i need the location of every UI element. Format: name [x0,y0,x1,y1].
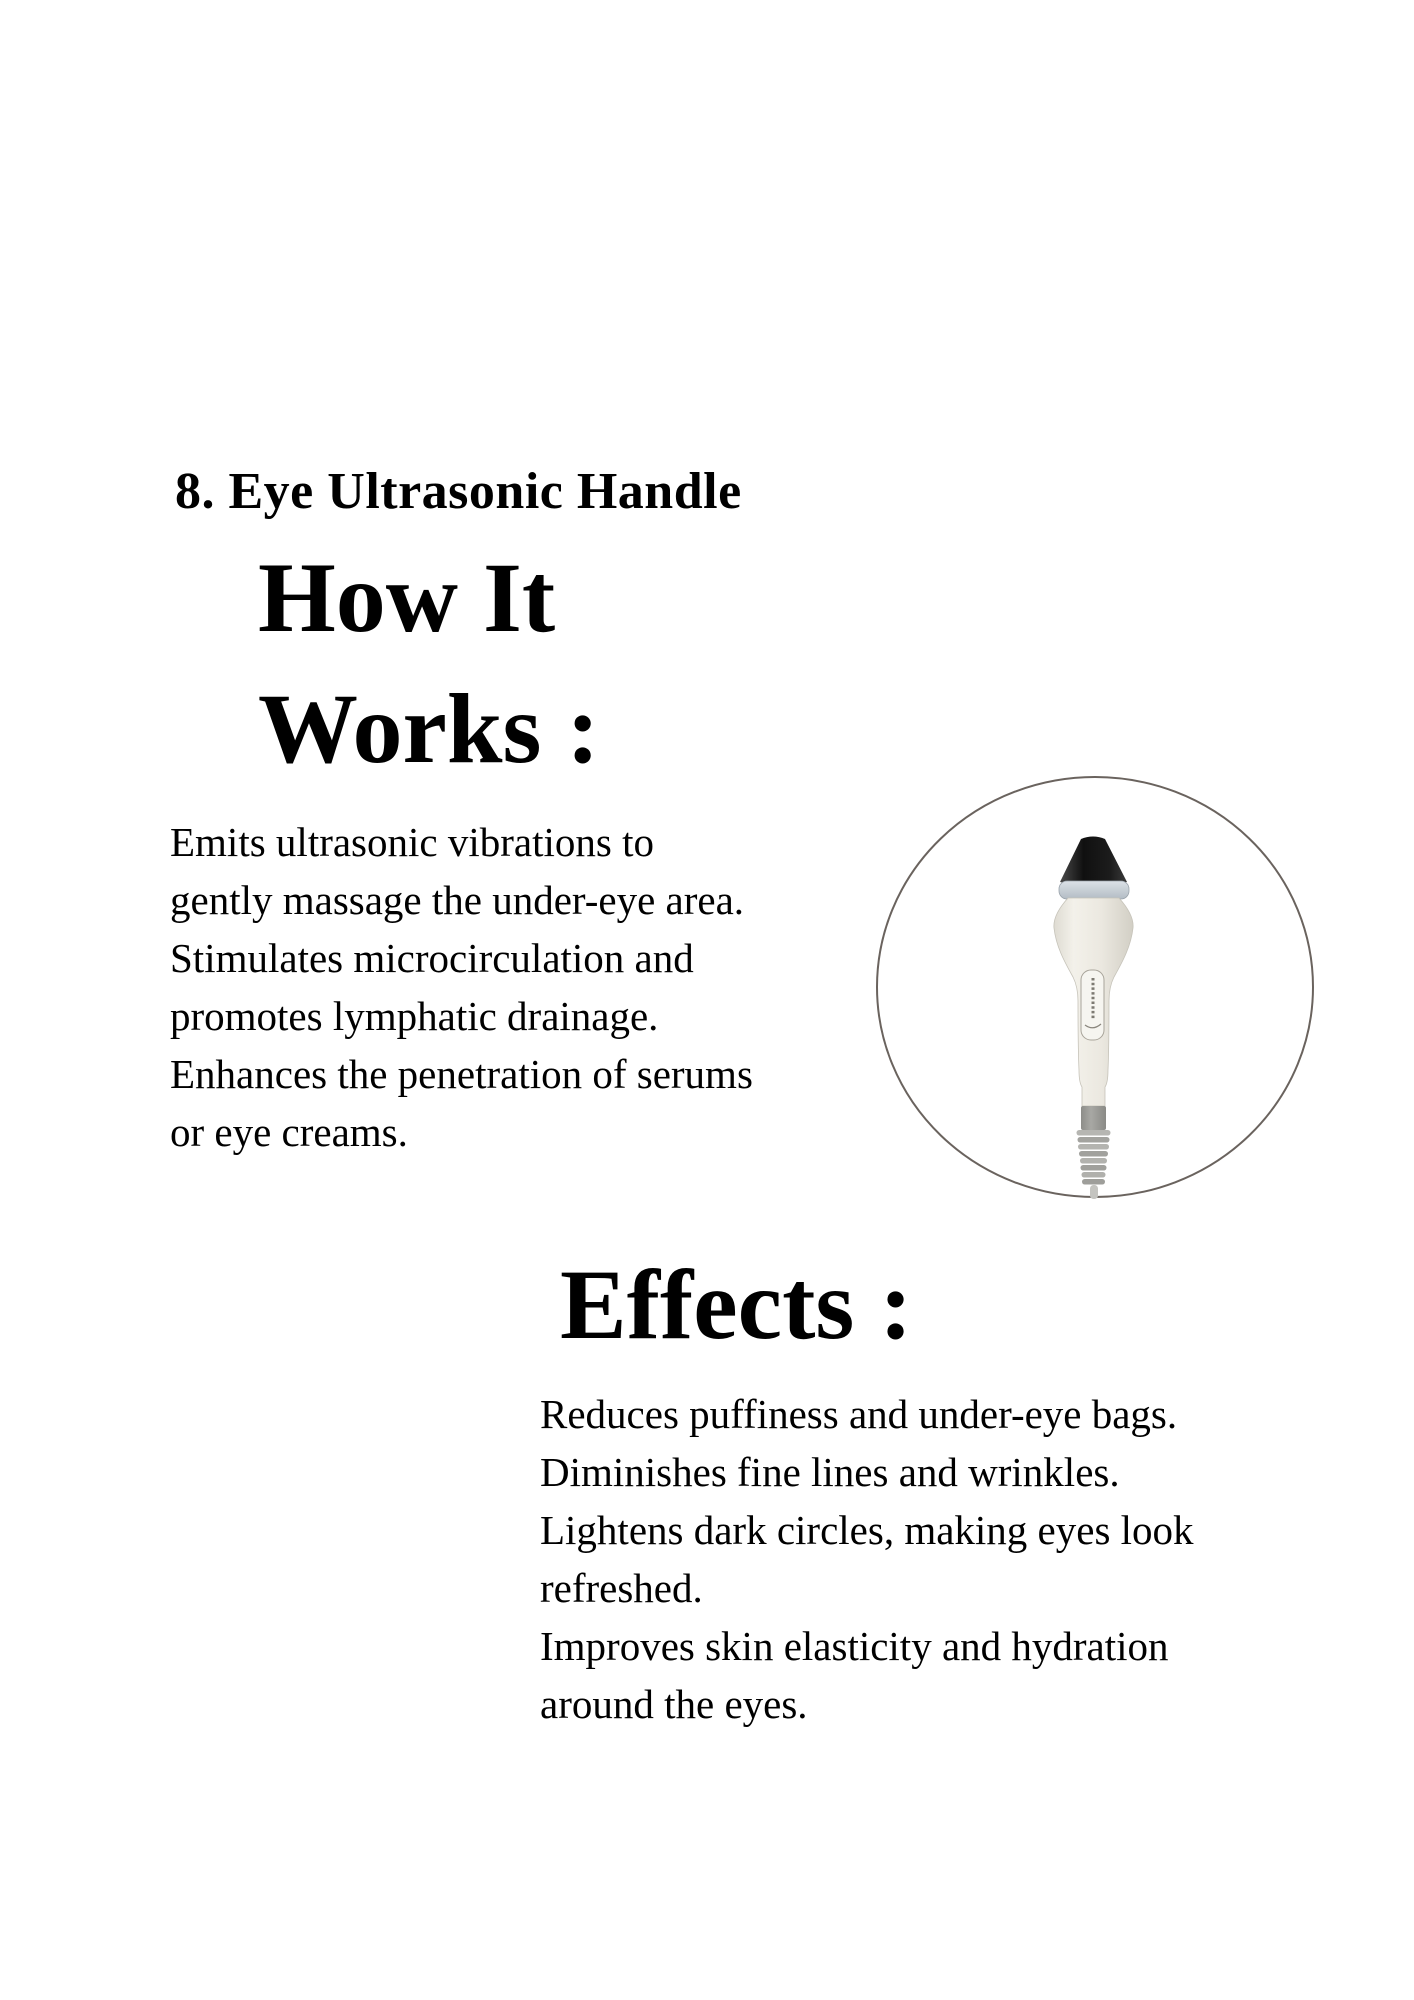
how-it-works-title-line1: How It [258,542,556,653]
device-tip [1060,837,1127,887]
body-line: around the eyes. [540,1681,808,1727]
ultrasonic-handle-device [1054,837,1133,1200]
body-line: Reduces puffiness and under-eye bags. [540,1391,1178,1437]
body-line: Stimulates microcirculation and [170,935,694,981]
body-line: or eye creams. [170,1109,408,1155]
device-connector [1081,1106,1106,1130]
body-line: gently massage the under-eye area. [170,877,745,923]
body-line: Enhances the penetration of serums [170,1051,753,1097]
how-it-works-title [258,532,600,794]
device-cable [1090,1185,1098,1199]
section-heading: 8. Eye Ultrasonic Handle [175,463,742,520]
how-it-works-paragraph [170,813,753,1161]
body-line: refreshed. [540,1565,703,1611]
body-line: promotes lymphatic drainage. [170,993,659,1039]
device-figure-svg [875,775,1315,1199]
body-line: Improves skin elasticity and hydration [540,1623,1169,1669]
device-ring [1059,881,1129,899]
device-figure [875,775,1315,1199]
body-line: Lightens dark circles, making eyes look [540,1507,1194,1553]
device-strain-relief [1077,1130,1111,1185]
effects-title: Effects : [560,1249,913,1360]
how-it-works-title-line2: Works : [258,673,600,784]
effects-paragraph [540,1385,1194,1733]
body-line: Diminishes fine lines and wrinkles. [540,1449,1120,1495]
body-line: Emits ultrasonic vibrations to [170,819,654,865]
